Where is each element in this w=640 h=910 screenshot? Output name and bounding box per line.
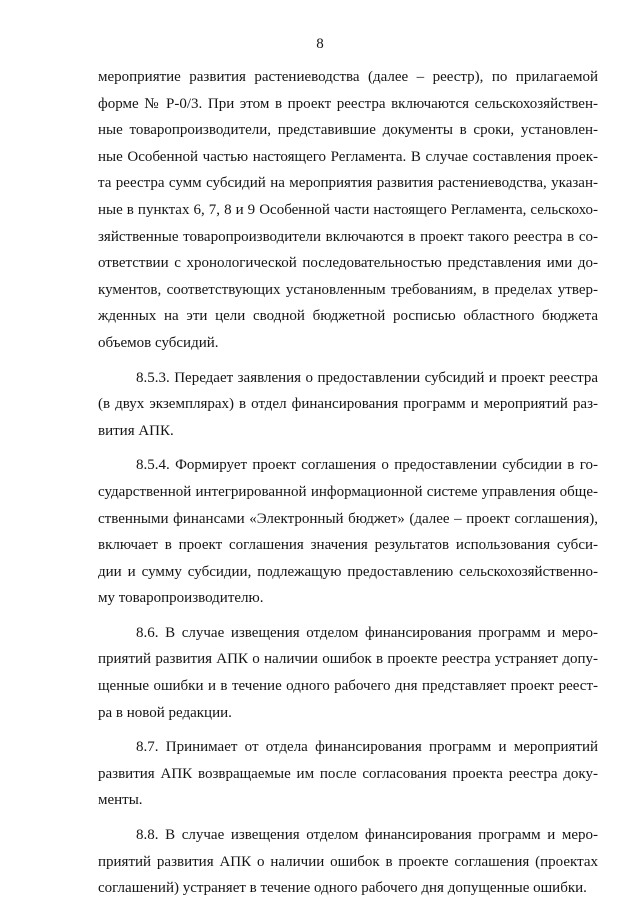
text-line: 8.7. Принимает от отдела финансирования программ и мероприятий: [136, 739, 598, 756]
text-line: ра в новой редакции.: [98, 704, 232, 721]
paragraph-8-5-3: [98, 365, 598, 445]
text-line: та реестра сумм субсидий на мероприятия развития растениеводства, указан-: [98, 175, 598, 192]
text-line: вития АПК.: [98, 422, 174, 439]
text-line: приятий развития АПК о наличии ошибок в проекте реестра устраняет допу-: [98, 651, 598, 668]
text-line: соглашений) устраняет в течение одного рабочего дня допущенные ошибки.: [98, 880, 587, 897]
paragraph-8-6: [98, 620, 598, 726]
text-line: ные товаропроизводители, представившие документы в сроки, установлен-: [98, 122, 598, 139]
text-line: 8.5.4. Формирует проект соглашения о предоставлении субсидии в го-: [136, 457, 598, 474]
text-line: дии и сумму субсидии, подлежащую предоставлению сельскохозяйственно-: [98, 563, 598, 580]
text-line: жденных на эти цели сводной бюджетной росписью областного бюджета: [98, 308, 598, 325]
text-line: кументов, соответствующих установленным требованиям, в пределах утвер-: [98, 281, 598, 298]
text-line: щенные ошибки и в течение одного рабочего дня представляет проект реест-: [98, 678, 598, 695]
text-line: включает в проект соглашения значения результатов использования субси-: [98, 537, 598, 554]
text-line: 8.5.3. Передает заявления о предоставлении субсидий и проект реестра: [136, 369, 598, 386]
paragraph-registry-continuation: [98, 64, 598, 357]
text-line: (в двух экземплярах) в отдел финансирования программ и мероприятий раз-: [98, 396, 598, 413]
text-line: ственными финансами «Электронный бюджет» (далее – проект соглашения),: [98, 510, 598, 527]
text-line: мероприятие развития растениеводства (далее – реестр), по прилагаемой: [98, 69, 598, 85]
document-body: [98, 64, 598, 910]
paragraph-8-8: [98, 822, 598, 902]
paragraph-8-5-4: [98, 452, 598, 612]
text-line: приятий развития АПК о наличии ошибок в проекте соглашения (проектах: [98, 853, 598, 870]
text-line: сударственной интегрированной информационной системе управления обще-: [98, 483, 598, 500]
text-line: зяйственные товаропроизводители включаются в проект такого реестра в со-: [98, 228, 598, 245]
text-line: форме № Р-0/3. При этом в проект реестра включаются сельскохозяйствен-: [98, 95, 598, 112]
text-line: менты.: [98, 792, 143, 809]
paragraph-8-7: [98, 734, 598, 814]
text-line: ные в пунктах 6, 7, 8 и 9 Особенной части настоящего Регламента, сельскохо-: [98, 201, 598, 218]
page-number: 8: [316, 36, 324, 52]
text-line: му товаропроизводителю.: [98, 590, 264, 607]
text-line: 8.8. В случае извещения отделом финансирования программ и меро-: [136, 827, 598, 844]
text-line: объемов субсидий.: [98, 334, 219, 351]
text-line: 8.6. В случае извещения отделом финансирования программ и меро-: [136, 624, 598, 641]
text-line: ные Особенной частью настоящего Регламента. В случае составления проек-: [98, 148, 598, 165]
text-line: развития АПК возвращаемые им после согласования проекта реестра доку-: [98, 765, 598, 782]
text-line: ответствии с хронологической последовательностью представления ими до-: [98, 255, 598, 272]
